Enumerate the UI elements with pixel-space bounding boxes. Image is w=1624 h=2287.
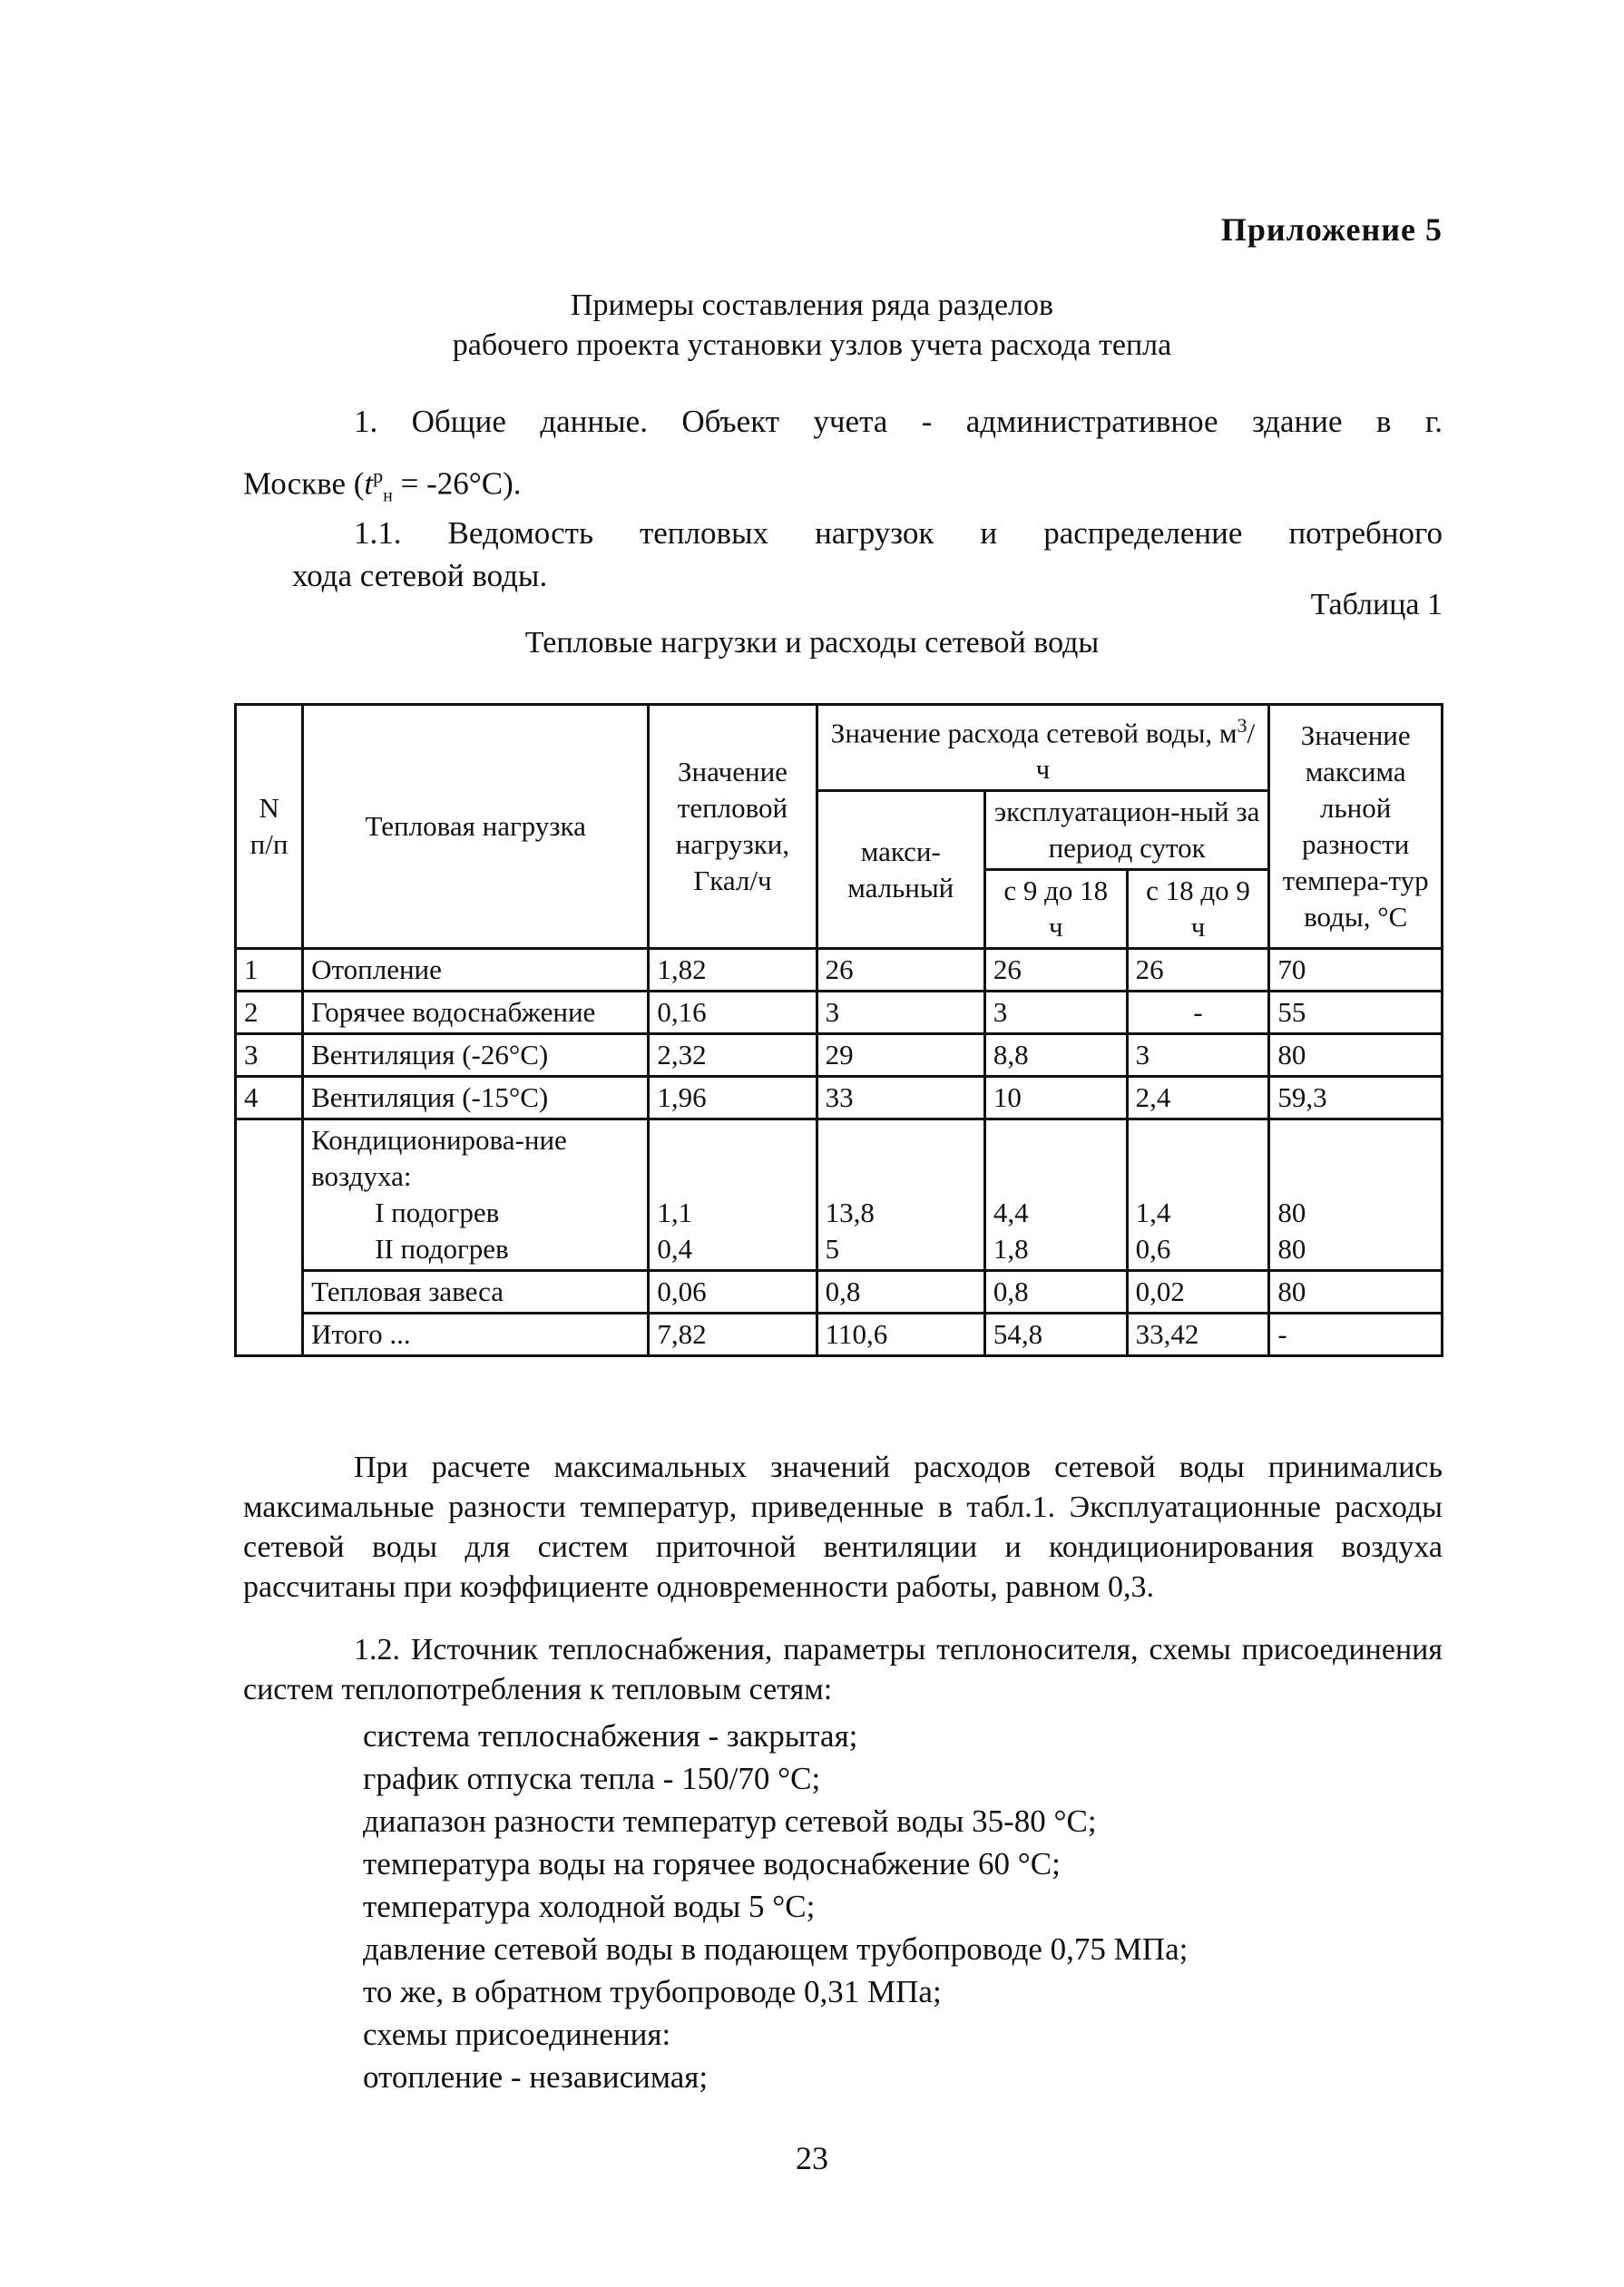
row-night [1127, 1119, 1269, 1271]
row-night: 0,02 [1127, 1271, 1269, 1314]
header-flow-sup: 3 [1237, 714, 1247, 737]
row-max: 0,8 [817, 1271, 984, 1314]
row-dt: 70 [1269, 949, 1443, 992]
parameters-list [363, 1715, 1188, 2098]
row-night: - [1127, 992, 1269, 1034]
cond1-dt: 80 [1277, 1197, 1306, 1229]
header-max-flow: макси-мальный [817, 791, 984, 949]
paragraph-calculation-text: При расчете максимальных значений расходов сетевой воды принимались максимальные разности температур, приведенные в табл.1. Эксплуатационные расходы сетевой воды для систем приточной вентиляции и кондиционирования воздуха рассчитаны при коэффициенте одновременности работы, равном 0,3. [243, 1451, 1443, 1604]
row-night: 2,4 [1127, 1077, 1269, 1119]
row-load: 0,06 [649, 1271, 817, 1314]
list-item: то же, в обратном трубопроводе 0,31 МПа; [363, 1974, 942, 2009]
row-max: 33 [817, 1077, 984, 1119]
header-flow-text: Значение расхода сетевой воды, м [830, 717, 1238, 749]
conditioning-stage1: I подогрев [375, 1197, 500, 1229]
heat-load-table [234, 703, 1443, 1357]
row-day: 26 [984, 949, 1127, 992]
row-number: 3 [236, 1034, 303, 1077]
temp-subscript: н [383, 485, 393, 506]
section-1-1-line1: 1.1. Ведомость тепловых нагрузок и распределение потребного [354, 515, 1443, 551]
list-item: диапазон разности температур сетевой воды 35-80 °С; [363, 1803, 1097, 1839]
cond2-dt: 80 [1277, 1233, 1306, 1266]
header-temp-diff: Значение максима льной разности темпера-тур воды, °С [1269, 705, 1443, 949]
header-number: N п/п [236, 705, 303, 949]
row-dt: 80 [1269, 1034, 1443, 1077]
cond1-max: 13,8 [825, 1197, 875, 1229]
row-day: 3 [984, 992, 1127, 1034]
header-load-name: Тепловая нагрузка [303, 705, 649, 949]
temp-symbol: t [364, 465, 374, 502]
cond2-load: 0,4 [657, 1233, 693, 1266]
header-load-value: Значение тепловой нагрузки, Гкал/ч [649, 705, 817, 949]
header-flow-unit: /ч [1035, 717, 1256, 786]
row-dt: 55 [1269, 992, 1443, 1034]
section-1-1-line2: хода сетевой воды. [292, 558, 548, 593]
total-night: 33,42 [1127, 1314, 1269, 1356]
row-name: Горячее водоснабжение [303, 992, 649, 1034]
total-day: 54,8 [984, 1314, 1127, 1356]
row-day: 8,8 [984, 1034, 1127, 1077]
row-name: Тепловая завеса [303, 1271, 649, 1314]
list-item: система теплоснабжения - закрытая; [363, 1718, 858, 1754]
paragraph-source-text: 1.2. Источник теплоснабжения, параметры теплоносителя, схемы присоединения систем теплопотребления к тепловым сетям: [243, 1633, 1443, 1706]
row-day: 0,8 [984, 1271, 1127, 1314]
row-load [649, 1119, 817, 1271]
table-row [236, 949, 1443, 992]
row-number: 4 [236, 1077, 303, 1119]
paragraph-calculation [243, 1448, 1443, 1608]
row-number: 1 [236, 949, 303, 992]
header-operational-flow: эксплуатацион-ный за период суток [984, 791, 1268, 870]
page-number: 23 [796, 2140, 828, 2176]
row-max: 29 [817, 1034, 984, 1077]
row-load: 1,96 [649, 1077, 817, 1119]
row-number: 2 [236, 992, 303, 1034]
table-row [236, 1271, 1443, 1314]
row-name: Вентиляция (-26°С) [303, 1034, 649, 1077]
cond2-night: 0,6 [1135, 1233, 1171, 1266]
row-max: 26 [817, 949, 984, 992]
header-night: с 18 до 9 ч [1127, 870, 1269, 949]
table-title: Тепловые нагрузки и расходы сетевой воды [524, 626, 1100, 660]
header-flow [817, 705, 1269, 791]
list-item: температура воды на горячее водоснабжение 60 °С; [363, 1846, 1061, 1881]
section-1-value: = -26°С). [392, 465, 522, 502]
conditioning-title: Кондиционирова-ние воздуха: [311, 1124, 567, 1193]
row-day [984, 1119, 1127, 1271]
row-number-empty [236, 1119, 303, 1356]
row-name: Отопление [303, 949, 649, 992]
row-max [817, 1119, 984, 1271]
row-day: 10 [984, 1077, 1127, 1119]
row-max: 3 [817, 992, 984, 1034]
section-1-text: Москве ( [243, 465, 365, 502]
table-row [236, 1034, 1443, 1077]
section-1-line1: 1. Общие данные. Объект учета - административное здание в г. [354, 404, 1443, 439]
row-name [303, 1119, 649, 1271]
table-label: Таблица 1 [1310, 588, 1443, 621]
list-item: отопление - независимая; [363, 2059, 709, 2095]
cond2-day: 1,8 [993, 1233, 1029, 1266]
paragraph-source [243, 1630, 1443, 1710]
list-item: давление сетевой воды в подающем трубопроводе 0,75 МПа; [363, 1931, 1189, 1967]
doc-title-line1: Примеры составления ряда разделов [570, 288, 1054, 322]
row-name: Вентиляция (-15°С) [303, 1077, 649, 1119]
row-load: 1,82 [649, 949, 817, 992]
temp-superscript: p [373, 464, 384, 487]
cond2-max: 5 [825, 1233, 840, 1266]
row-load: 0,16 [649, 992, 817, 1034]
table-row-conditioning [236, 1119, 1443, 1271]
row-night: 3 [1127, 1034, 1269, 1077]
list-item: график отпуска тепла - 150/70 °С; [363, 1761, 821, 1796]
conditioning-stage2: II подогрев [375, 1233, 509, 1266]
cond1-day: 4,4 [993, 1197, 1029, 1229]
table-row [236, 1077, 1443, 1119]
row-load: 2,32 [649, 1034, 817, 1077]
table-row [236, 992, 1443, 1034]
appendix-label: Приложение 5 [1220, 211, 1443, 248]
row-dt [1269, 1119, 1443, 1271]
table-row-total [236, 1314, 1443, 1356]
cond1-load: 1,1 [657, 1197, 693, 1229]
row-night: 26 [1127, 949, 1269, 992]
list-item: схемы присоединения: [363, 2017, 671, 2052]
total-dt: - [1269, 1314, 1443, 1356]
header-day: с 9 до 18 ч [984, 870, 1127, 949]
total-max: 110,6 [817, 1314, 984, 1356]
row-dt: 80 [1269, 1271, 1443, 1314]
list-item: температура холодной воды 5 °С; [363, 1889, 816, 1924]
doc-title-line2: рабочего проекта установки узлов учета расхода тепла [452, 328, 1172, 362]
total-load: 7,82 [649, 1314, 817, 1356]
total-name: Итого ... [303, 1314, 649, 1356]
cond1-night: 1,4 [1135, 1197, 1171, 1229]
section-1-line2 [243, 454, 522, 519]
row-dt: 59,3 [1269, 1077, 1443, 1119]
